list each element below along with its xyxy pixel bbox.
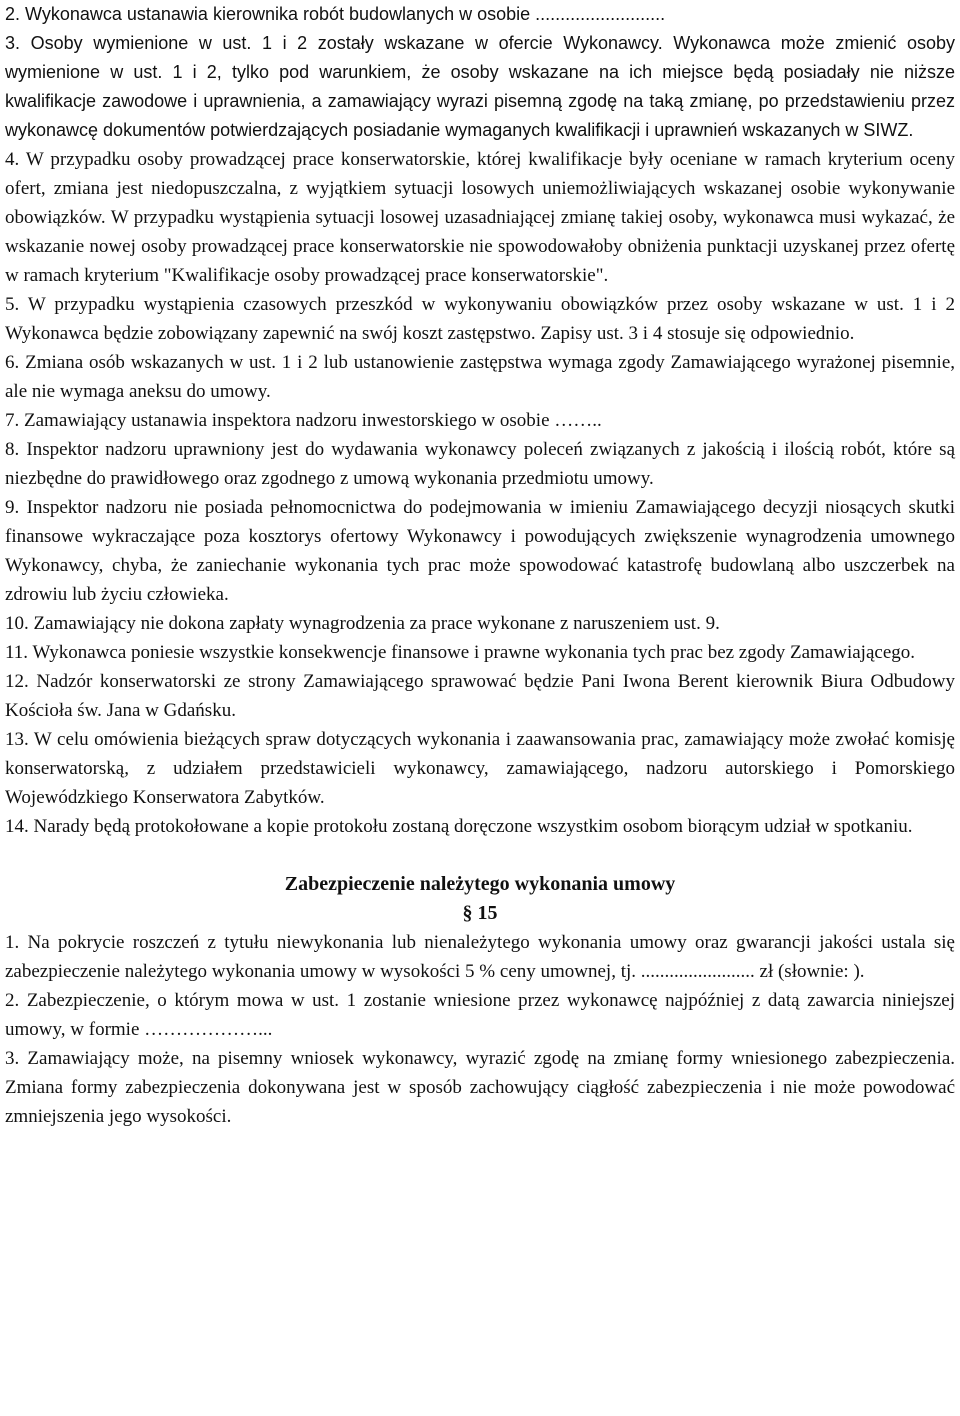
paragraph-9 xyxy=(5,493,955,609)
paragraph-text: 4. W przypadku osoby prowadzącej prace konserwatorskie, której kwalifikacje były oceniane w ramach kryterium oceny ofert, zmiana jest niedopuszczalna, z wyjątkiem sytuacji losowych uniemożliwiających wskazanej osobie wykonywanie obowiązków. xyxy=(5,149,955,228)
paragraph-text: 2. Zabezpieczenie, o którym mowa w ust. 1 zostanie wniesione przez wykonawcę najpóźniej z datą zawarcia niniejszej umowy, w formie ………………... xyxy=(5,990,955,1040)
paragraph-11 xyxy=(5,638,955,667)
paragraph-text: 9. Inspektor nadzoru nie posiada pełnomocnictwa do podejmowania w imieniu Zamawiającego decyzji niosących skutki finansowe wykraczające poza kosztorys ofertowy Wykonawcy i powodujących zwiększenie wynagrodzenia umownego Wykonawcy, chyba, że zaniechanie wykonania tych prac może spowodować katastrofę budowlaną albo uszczerbek na zdrowiu lub życiu człowieka. xyxy=(5,497,955,605)
section-paragraph-1 xyxy=(5,928,955,986)
paragraph-text: 12. Nadzór konserwatorski ze strony Zamawiającego sprawować będzie Pani Iwona Berent kierownik Biura Odbudowy Kościoła św. Jana w Gdańsku. xyxy=(5,671,955,721)
paragraph-text: 3. Osoby wymienione w ust. 1 i 2 zostały wskazane w ofercie Wykonawcy. Wykonawca może zmienić osoby wymienione w ust. 1 i 2, tylko pod warunkiem, że osoby wskazane na ich miejsce będą posiadały nie niższe kwalifikacje zawodowe i uprawnienia, a zamawiający wyrazi pisemną zgodę na taką zmianę, po przedstawieniu przez wykonawcę dokumentów potwierdzających posiadanie wymaganych kwalifikacji i uprawnień wskazanych w SIWZ. xyxy=(5,33,955,140)
paragraph-3 xyxy=(5,29,955,145)
paragraph-text: 6. Zmiana osób wskazanych w ust. 1 i 2 lub ustanowienie zastępstwa wymaga zgody Zamawiającego wyrażonej pisemnie, ale nie wymaga aneksu do umowy. xyxy=(5,352,955,402)
paragraph-5 xyxy=(5,290,955,348)
section-paragraph-3 xyxy=(5,1044,955,1131)
paragraph-12 xyxy=(5,667,955,725)
paragraph-text: 11. Wykonawca poniesie wszystkie konsekwencje finansowe i prawne wykonania tych prac bez zgody Zamawiającego. xyxy=(5,642,916,663)
document-page xyxy=(5,0,955,1131)
paragraph-text-continued: W przypadku wystąpienia sytuacji losowej uzasadniającej zmianę takiej osoby, wykonawca musi wykazać, że wskazanie nowej osoby prowadzącej prace konserwatorskie nie spowodowałoby obniżenia punktacji uzyskanej przez ofertę w ramach kryterium "Kwalifikacje osoby prowadzącej prace konserwatorskie". xyxy=(5,207,955,286)
paragraph-6 xyxy=(5,348,955,406)
section-number: § 15 xyxy=(462,902,498,924)
paragraph-text: 5. W przypadku wystąpienia czasowych przeszkód w wykonywaniu obowiązków przez osoby wskazane w ust. 1 i 2 Wykonawca będzie zobowiązany zapewnić na swój koszt zastępstwo. Zapisy ust. 3 i 4 stosuje się odpowiednio. xyxy=(5,294,955,344)
paragraph-7 xyxy=(5,406,955,435)
section-heading: Zabezpieczenie należytego wykonania umowy xyxy=(284,873,676,895)
paragraph-10 xyxy=(5,609,955,638)
paragraph-text: 13. W celu omówienia bieżących spraw dotyczących wykonania i zaawansowania prac, zamawiający może zwołać komisję konserwatorską, z udziałem przedstawicieli wykonawcy, zamawiającego, nadzoru autorskiego i Pomorskiego Wojewódzkiego Konserwatora Zabytków. xyxy=(5,729,955,808)
paragraph-text: 8. Inspektor nadzoru uprawniony jest do wydawania wykonawcy poleceń związanych z jakością i ilością robót, które są niezbędne do prawidłowego oraz zgodnego z umową wykonania przedmiotu umowy. xyxy=(5,439,955,489)
paragraph-text: 3. Zamawiający może, na pisemny wniosek wykonawcy, wyrazić zgodę na zmianę formy wniesionego zabezpieczenia. Zmiana formy zabezpieczenia dokonywana jest w sposób zachowujący ciągłość zabezpieczenia i nie może powodować zmniejszenia jego wysokości. xyxy=(5,1048,955,1127)
paragraph-14 xyxy=(5,812,955,841)
paragraph-text: 1. Na pokrycie roszczeń z tytułu niewykonania lub nienależytego wykonania umowy oraz gwarancji jakości ustala się zabezpieczenie należytego wykonania umowy w wysokości 5 % ceny umownej, tj. ........................ zł (słownie: ). xyxy=(5,932,955,982)
paragraph-text: 10. Zamawiający nie dokona zapłaty wynagrodzenia za prace wykonane z naruszeniem ust. 9. xyxy=(5,613,720,634)
paragraph-text: 2. Wykonawca ustanawia kierownika robót budowlanych w osobie .......................... xyxy=(5,4,666,24)
paragraph-13 xyxy=(5,725,955,812)
section-paragraph-2 xyxy=(5,986,955,1044)
paragraph-text: 7. Zamawiający ustanawia inspektora nadzoru inwestorskiego w osobie …….. xyxy=(5,410,602,431)
paragraph-text: 14. Narady będą protokołowane a kopie protokołu zostaną doręczone wszystkim osobom biorącym udział w spotkaniu. xyxy=(5,816,913,837)
paragraph-2 xyxy=(5,0,955,29)
spacer xyxy=(5,841,955,870)
paragraph-8 xyxy=(5,435,955,493)
paragraph-4 xyxy=(5,145,955,290)
